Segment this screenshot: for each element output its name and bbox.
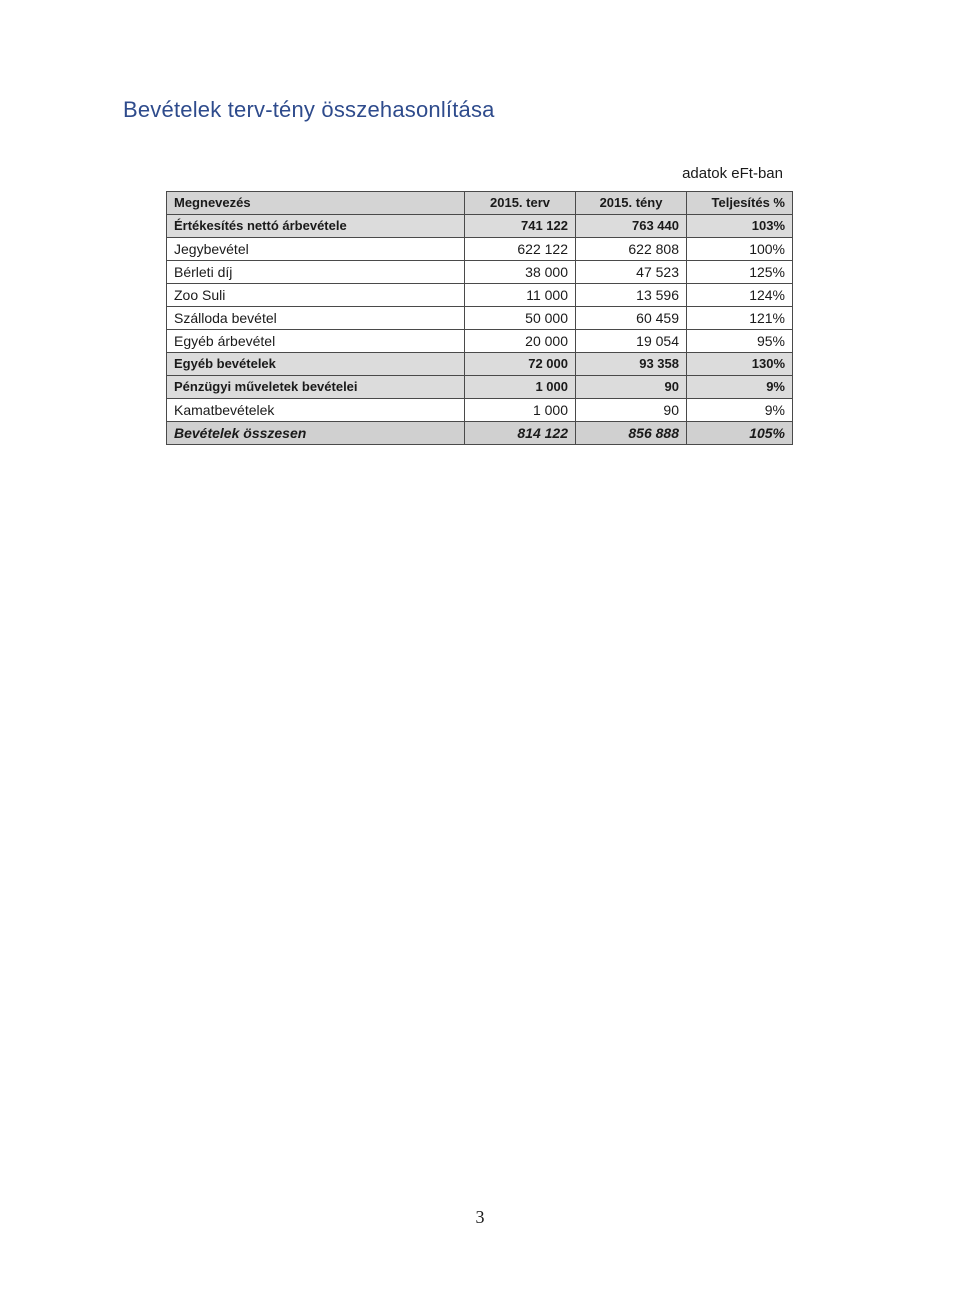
row-plan: 38 000 xyxy=(465,261,576,284)
row-pct: 103% xyxy=(687,215,793,238)
header-plan: 2015. terv xyxy=(465,192,576,215)
row-name: Bérleti díj xyxy=(167,261,465,284)
row-actual: 90 xyxy=(576,376,687,399)
row-name: Értékesítés nettó árbevétele xyxy=(167,215,465,238)
row-pct: 130% xyxy=(687,353,793,376)
table-row xyxy=(167,261,793,284)
row-pct: 9% xyxy=(687,376,793,399)
row-actual: 856 888 xyxy=(576,422,687,445)
row-name: Kamatbevételek xyxy=(167,399,465,422)
row-plan: 20 000 xyxy=(465,330,576,353)
row-actual: 90 xyxy=(576,399,687,422)
row-name: Egyéb árbevétel xyxy=(167,330,465,353)
row-plan: 622 122 xyxy=(465,238,576,261)
table-header-row xyxy=(167,192,793,215)
row-actual: 47 523 xyxy=(576,261,687,284)
row-plan: 50 000 xyxy=(465,307,576,330)
row-plan: 1 000 xyxy=(465,376,576,399)
revenue-comparison-table xyxy=(166,191,793,445)
row-plan: 11 000 xyxy=(465,284,576,307)
row-pct: 105% xyxy=(687,422,793,445)
row-actual: 13 596 xyxy=(576,284,687,307)
header-name: Megnevezés xyxy=(167,192,465,215)
row-plan: 814 122 xyxy=(465,422,576,445)
table-row xyxy=(167,238,793,261)
row-pct: 124% xyxy=(687,284,793,307)
table-row xyxy=(167,284,793,307)
row-plan: 72 000 xyxy=(465,353,576,376)
row-pct: 9% xyxy=(687,399,793,422)
row-plan: 741 122 xyxy=(465,215,576,238)
row-name: Szálloda bevétel xyxy=(167,307,465,330)
row-name: Bevételek összesen xyxy=(167,422,465,445)
row-pct: 100% xyxy=(687,238,793,261)
table-row-total xyxy=(167,422,793,445)
row-name: Jegybevétel xyxy=(167,238,465,261)
header-actual: 2015. tény xyxy=(576,192,687,215)
table-row xyxy=(167,330,793,353)
row-pct: 125% xyxy=(687,261,793,284)
header-pct: Teljesítés % xyxy=(687,192,793,215)
row-name: Zoo Suli xyxy=(167,284,465,307)
row-pct: 95% xyxy=(687,330,793,353)
unit-note: adatok eFt-ban xyxy=(682,165,783,182)
page-title: Bevételek terv-tény összehasonlítása xyxy=(123,97,495,122)
table-row xyxy=(167,307,793,330)
table-row xyxy=(167,353,793,376)
table-row xyxy=(167,376,793,399)
table-row xyxy=(167,399,793,422)
row-name: Pénzügyi műveletek bevételei xyxy=(167,376,465,399)
row-actual: 60 459 xyxy=(576,307,687,330)
row-actual: 19 054 xyxy=(576,330,687,353)
table-row xyxy=(167,215,793,238)
row-pct: 121% xyxy=(687,307,793,330)
row-name: Egyéb bevételek xyxy=(167,353,465,376)
row-actual: 93 358 xyxy=(576,353,687,376)
row-actual: 622 808 xyxy=(576,238,687,261)
row-actual: 763 440 xyxy=(576,215,687,238)
row-plan: 1 000 xyxy=(465,399,576,422)
page-number: 3 xyxy=(475,1207,485,1227)
